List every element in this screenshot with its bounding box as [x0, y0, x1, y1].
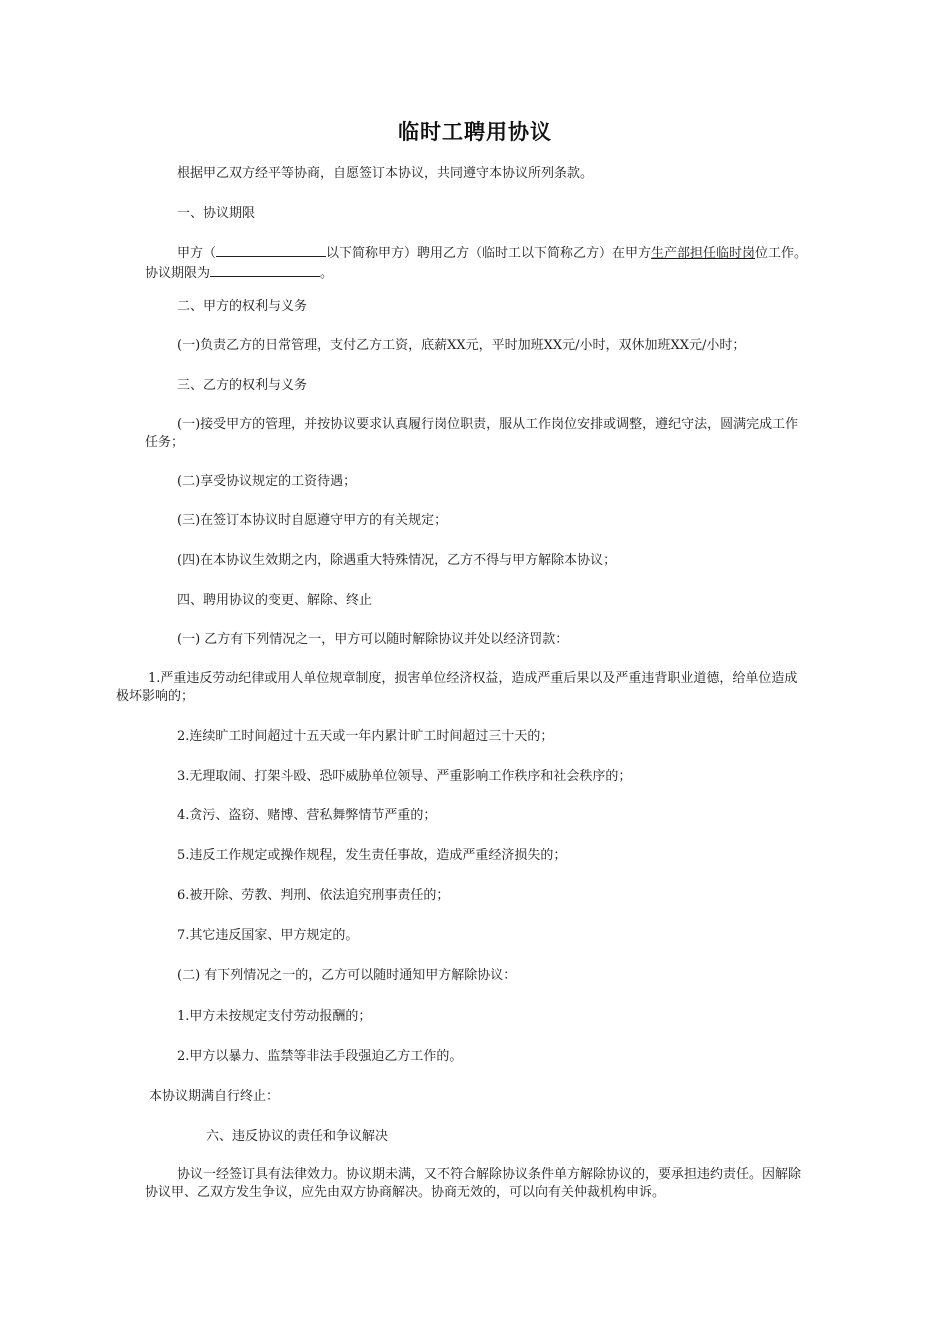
period-label: 位工作。协议期限为 — [145, 246, 808, 281]
period-end: 。 — [320, 266, 334, 281]
party-text: 以下简称甲方）聘用乙方（临时工以下简称乙方）在甲方 — [326, 246, 652, 261]
section-4-sub-1-item-7: 7.其它违反国家、甲方规定的。 — [177, 928, 359, 943]
section-5-text: 本协议期满自行终止： — [149, 1089, 280, 1104]
section-4-sub-2-item-2: 2.甲方以暴力、监禁等非法手段强迫乙方工作的。 — [177, 1049, 463, 1064]
section-4-sub-1-item-3: 3.无理取闹、打架斗殴、恐吓威胁单位领导、严重影响工作秩序和社会秩序的； — [177, 769, 632, 784]
section-4-sub-2-heading: (二) 有下列情况之一的，乙方可以随时通知甲方解除协议： — [177, 968, 517, 983]
section-4-heading: 四、聘用协议的变更、解除、终止 — [177, 593, 373, 608]
section-4-sub-1-heading: (一) 乙方有下列情况之一，甲方可以随时解除协议并处以经济罚款： — [177, 632, 569, 647]
party-a-label: 甲方（ — [177, 246, 217, 261]
section-3-item-1: (一)接受甲方的管理，并按协议要求认真履行岗位职责，服从工作岗位安排或调整，遵纪守法，圆满完成工作任务； — [145, 417, 799, 450]
section-6-heading: 六、违反协议的责任和争议解决 — [206, 1129, 389, 1144]
section-1-heading: 一、协议期限 — [177, 206, 256, 221]
section-4-sub-2-item-1: 1.甲方未按规定支付劳动报酬的； — [177, 1009, 372, 1024]
period-blank[interactable] — [210, 263, 320, 277]
intro-paragraph: 根据甲乙双方经平等协商，自愿签订本协议，共同遵守本协议所列条款。 — [177, 166, 594, 181]
section-1-paragraph — [145, 243, 810, 283]
section-3-item-3: (三)在签订本协议时自愿遵守甲方的有关规定； — [177, 513, 448, 528]
section-3-item-4: (四)在本协议生效期之内，除遇重大特殊情况，乙方不得与甲方解除本协议； — [177, 553, 617, 568]
section-2-heading: 二、甲方的权利与义务 — [177, 299, 308, 314]
section-4-sub-1-item-4: 4.贪污、盗窃、赌博、营私舞弊情节严重的； — [177, 808, 437, 823]
document-title: 临时工聘用协议 — [398, 120, 552, 144]
position-underlined: 生产部担任临时岗 — [651, 246, 756, 261]
section-3-heading: 三、乙方的权利与义务 — [177, 378, 308, 393]
section-4-sub-1-item-2: 2.连续旷工时间超过十五天或一年内累计旷工时间超过三十天的； — [177, 729, 554, 744]
section-6-paragraph: 协议一经签订具有法律效力。协议期未满，又不符合解除协议条件单方解除协议的，要承担违约责任。因解除协议甲、乙双方发生争议，应先由双方协商解决。协商无效的，可以向有关仲裁机构申诉。 — [145, 1167, 802, 1200]
section-4-sub-1-item-1: 1.严重违反劳动纪律或用人单位规章制度，损害单位经济权益，造成严重后果以及严重违背职业道德，给单位造成极坏影响的； — [116, 671, 798, 704]
section-2-item-1: (一)负责乙方的日常管理，支付乙方工资，底薪XX元，平时加班XX元/小时，双休加班XX元/小时； — [177, 338, 746, 353]
section-4-sub-1-item-5: 5.违反工作规定或操作规程，发生责任事故，造成严重经济损失的； — [177, 848, 567, 863]
party-a-name-blank[interactable] — [216, 243, 326, 257]
section-4-sub-1-item-6: 6.被开除、劳教、判刑、依法追究刑事责任的； — [177, 888, 450, 903]
section-3-item-2: (二)享受协议规定的工资待遇； — [177, 474, 357, 489]
